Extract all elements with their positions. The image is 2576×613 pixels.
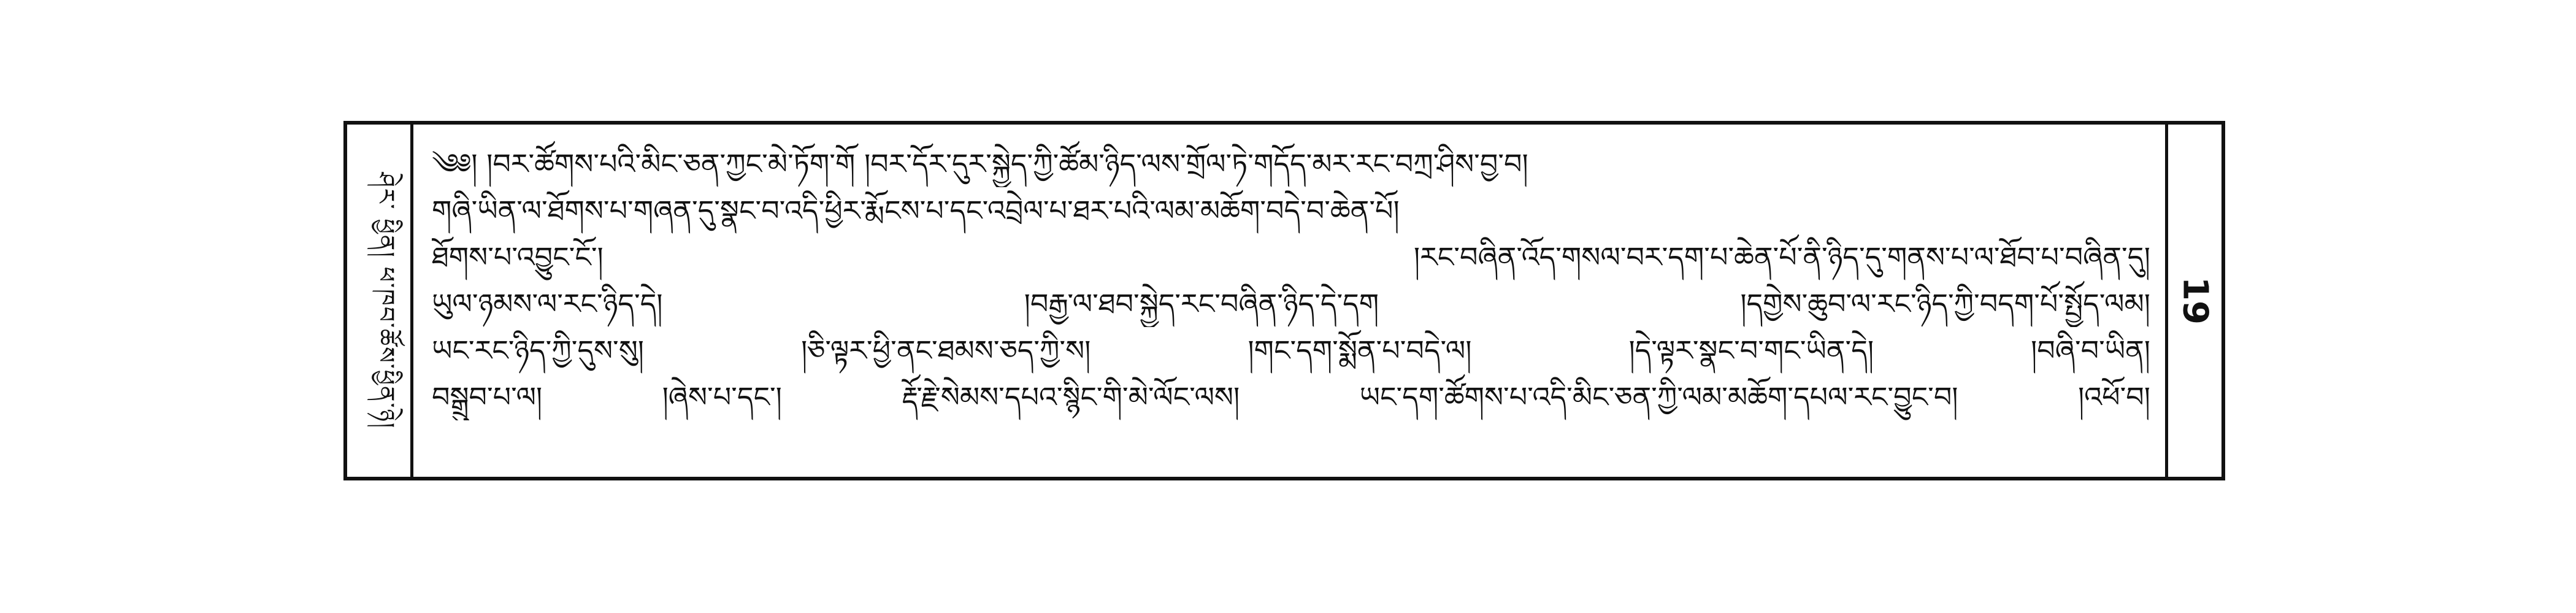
folio-number: 19 — [2175, 277, 2215, 325]
text-line: ༄༅། །བར་ཚོགས་པའི་མིང་ཅན་ཀྱང་མེ་ཏོག་གོ །བར་དོར་དུར་སྐྱེད་ཀྱི་ཚོམ་ཉིད་ལས་གྲོལ་ཏེ་གདོད་མར་རང་བཀྲ་ཤིས་བྱ་བ། — [432, 147, 1528, 180]
left-margin — [347, 125, 413, 477]
text-line: ཡང་རང་ཉིད་ཀྱི་དུས་སུ། །ཅི་ལྟར་ཕྱི་ནང་ཐམས་ཅད་ཀྱི་ས། །གང་དག་སྨོན་པ་བདེ་ལ། །དེ་ལྟར་སྣང་བ་གང་ཡིན་དེ། །བཞི་བ་ཡིན། — [432, 334, 2150, 367]
folio-frame — [343, 121, 2225, 480]
text-block — [413, 125, 2165, 477]
text-line: བསྒྲུབ་པ་ལ། །ཞེས་པ་དང་། རྡོ་རྗེ་སེམས་དཔའ་སྙིང་གི་མེ་ལོང་ལས། ཡང་དག་ཚོགས་པ་འདི་མིང་ཅན་ཀྱི་ལམ་མཆོག་དཔལ་རང་བྱུང་བ། །འཕོ་བ། — [432, 380, 2150, 414]
right-margin — [2165, 125, 2221, 477]
margin-title: ཤེར་ ཕྱིན། ཕ་ཁབ་ཚོས་ཕྱིན་ཉེ། — [372, 172, 399, 430]
text-line: གཞི་ཡིན་ལ་ཐོགས་པ་གཞན་དུ་སྣང་བ་འདི་ཕྱིར་རྨོངས་པ་དང་འབྲེལ་པ་ཐར་པའི་ལམ་མཆོག་བདེ་བ་ཆེན་པོ། — [432, 194, 1400, 227]
text-line: ཐོགས་པ་འབྱུང་ངོ་། །རང་བཞིན་འོད་གསལ་བར་དག་པ་ཆེན་པོ་ནི་ཉིད་དུ་གནས་པ་ལ་ཐོབ་པ་བཞིན་དུ། — [432, 241, 2150, 274]
text-line: ཡུལ་ཉམས་ལ་རང་ཉིད་དེ། །བརྒྱ་ལ་ཐབ་སྐྱེད་རང་བཞིན་ཉིད་དེ་དག །དགྱེས་ཆུབ་ལ་རང་ཉིད་ཀྱི་བདག་པོ་སྤྱོད་ལམ། — [432, 287, 2150, 320]
